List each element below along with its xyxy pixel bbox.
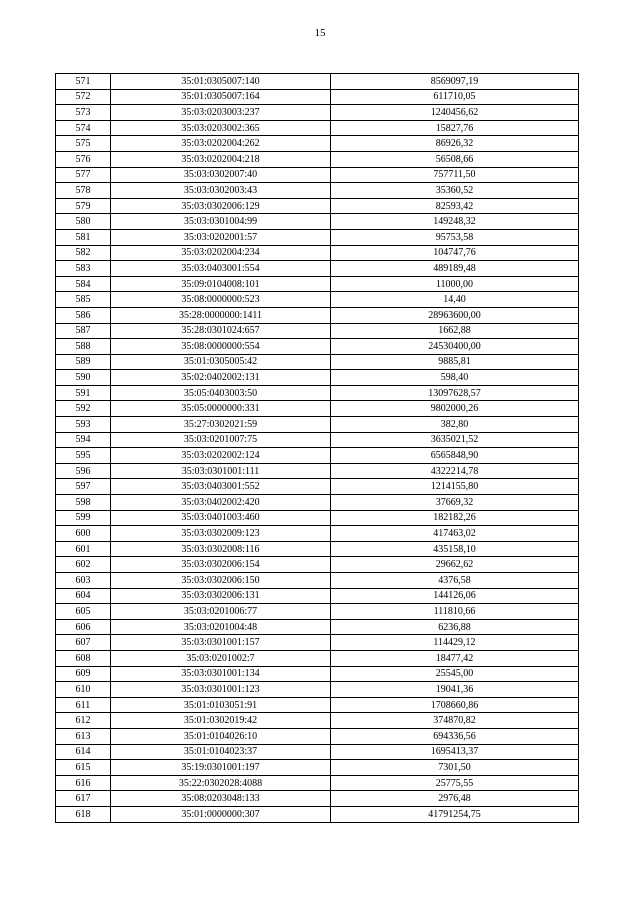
cadastral-number-cell: 35:03:0302006:131 — [111, 588, 331, 604]
cadastral-number-cell: 35:02:0402002:131 — [111, 370, 331, 386]
cadastral-value-cell: 149248,32 — [331, 214, 579, 230]
row-number-cell: 607 — [56, 635, 111, 651]
table-row — [56, 557, 579, 573]
page-number: 15 — [314, 27, 326, 39]
cadastral-value-cell: 8569097,19 — [331, 74, 579, 90]
table-row — [56, 760, 579, 776]
row-number-cell: 618 — [56, 806, 111, 822]
cadastral-value-cell: 144126,06 — [331, 588, 579, 604]
row-number-cell: 583 — [56, 261, 111, 277]
cadastral-number-cell: 35:03:0202004:262 — [111, 136, 331, 152]
table-row — [56, 448, 579, 464]
cadastral-value-cell: 29662,62 — [331, 557, 579, 573]
row-number-cell: 617 — [56, 791, 111, 807]
cadastral-value-cell: 435158,10 — [331, 541, 579, 557]
cadastral-value-cell: 6236,88 — [331, 619, 579, 635]
table-row — [56, 666, 579, 682]
row-number-cell: 598 — [56, 495, 111, 511]
cadastral-value-cell: 41791254,75 — [331, 806, 579, 822]
row-number-cell: 591 — [56, 385, 111, 401]
cadastral-value-cell: 611710,05 — [331, 89, 579, 105]
table-row — [56, 307, 579, 323]
cadastral-number-cell: 35:01:0305007:140 — [111, 74, 331, 90]
table-row — [56, 214, 579, 230]
cadastral-number-cell: 35:03:0403001:554 — [111, 261, 331, 277]
table-row — [56, 261, 579, 277]
cadastral-number-cell: 35:01:0305005:42 — [111, 354, 331, 370]
row-number-cell: 573 — [56, 105, 111, 121]
cadastral-value-cell: 82593,42 — [331, 198, 579, 214]
cadastral-number-cell: 35:03:0301001:111 — [111, 463, 331, 479]
cadastral-value-cell: 11000,00 — [331, 276, 579, 292]
row-number-cell: 603 — [56, 573, 111, 589]
table-row — [56, 183, 579, 199]
cadastral-value-cell: 114429,12 — [331, 635, 579, 651]
row-number-cell: 575 — [56, 136, 111, 152]
cadastral-value-cell: 7301,50 — [331, 760, 579, 776]
row-number-cell: 582 — [56, 245, 111, 261]
cadastral-value-cell: 1708660,86 — [331, 697, 579, 713]
row-number-cell: 606 — [56, 619, 111, 635]
cadastral-number-cell: 35:03:0401003:460 — [111, 510, 331, 526]
table-row — [56, 650, 579, 666]
cadastral-value-cell: 489189,48 — [331, 261, 579, 277]
table-row — [56, 136, 579, 152]
cadastral-value-cell: 694336,56 — [331, 728, 579, 744]
table-row — [56, 339, 579, 355]
row-number-cell: 599 — [56, 510, 111, 526]
cadastral-number-cell: 35:03:0302006:129 — [111, 198, 331, 214]
cadastral-number-cell: 35:03:0201002:7 — [111, 650, 331, 666]
cadastral-number-cell: 35:03:0402002:420 — [111, 495, 331, 511]
row-number-cell: 602 — [56, 557, 111, 573]
cadastral-value-cell: 14,40 — [331, 292, 579, 308]
cadastral-value-table — [55, 73, 579, 823]
table-row — [56, 573, 579, 589]
cadastral-number-cell: 35:03:0403001:552 — [111, 479, 331, 495]
row-number-cell: 592 — [56, 401, 111, 417]
table-row — [56, 105, 579, 121]
cadastral-value-cell: 1240456,62 — [331, 105, 579, 121]
cadastral-number-cell: 35:03:0302003:43 — [111, 183, 331, 199]
row-number-cell: 613 — [56, 728, 111, 744]
cadastral-value-cell: 28963600,00 — [331, 307, 579, 323]
row-number-cell: 615 — [56, 760, 111, 776]
cadastral-number-cell: 35:03:0301001:134 — [111, 666, 331, 682]
table-row — [56, 791, 579, 807]
cadastral-number-cell: 35:09:0104008:101 — [111, 276, 331, 292]
cadastral-number-cell: 35:03:0202004:218 — [111, 151, 331, 167]
row-number-cell: 594 — [56, 432, 111, 448]
row-number-cell: 585 — [56, 292, 111, 308]
table-row — [56, 744, 579, 760]
table-row — [56, 229, 579, 245]
table-row — [56, 323, 579, 339]
table-row — [56, 728, 579, 744]
row-number-cell: 571 — [56, 74, 111, 90]
table-row — [56, 401, 579, 417]
table-row — [56, 604, 579, 620]
table-row — [56, 713, 579, 729]
table-row — [56, 167, 579, 183]
cadastral-number-cell: 35:03:0301001:157 — [111, 635, 331, 651]
row-number-cell: 577 — [56, 167, 111, 183]
cadastral-value-cell: 56508,66 — [331, 151, 579, 167]
table-row — [56, 354, 579, 370]
cadastral-value-cell: 757711,50 — [331, 167, 579, 183]
cadastral-number-cell: 35:05:0000000:331 — [111, 401, 331, 417]
row-number-cell: 614 — [56, 744, 111, 760]
table-row — [56, 463, 579, 479]
cadastral-number-cell: 35:03:0201004:48 — [111, 619, 331, 635]
cadastral-number-cell: 35:03:0302009:123 — [111, 526, 331, 542]
row-number-cell: 595 — [56, 448, 111, 464]
row-number-cell: 596 — [56, 463, 111, 479]
cadastral-value-cell: 15827,76 — [331, 120, 579, 136]
row-number-cell: 590 — [56, 370, 111, 386]
row-number-cell: 586 — [56, 307, 111, 323]
cadastral-number-cell: 35:01:0104023:37 — [111, 744, 331, 760]
cadastral-number-cell: 35:03:0203003:237 — [111, 105, 331, 121]
row-number-cell: 610 — [56, 682, 111, 698]
cadastral-number-cell: 35:03:0203002:365 — [111, 120, 331, 136]
row-number-cell: 587 — [56, 323, 111, 339]
cadastral-number-cell: 35:01:0302019:42 — [111, 713, 331, 729]
cadastral-value-cell: 1662,88 — [331, 323, 579, 339]
cadastral-value-cell: 598,40 — [331, 370, 579, 386]
table-row — [56, 120, 579, 136]
cadastral-number-cell: 35:01:0104026:10 — [111, 728, 331, 744]
table-row — [56, 682, 579, 698]
cadastral-value-cell: 18477,42 — [331, 650, 579, 666]
table-row — [56, 635, 579, 651]
table-row — [56, 697, 579, 713]
row-number-cell: 581 — [56, 229, 111, 245]
row-number-cell: 593 — [56, 417, 111, 433]
cadastral-value-cell: 2976,48 — [331, 791, 579, 807]
cadastral-number-cell: 35:03:0302008:116 — [111, 541, 331, 557]
cadastral-number-cell: 35:03:0302007:40 — [111, 167, 331, 183]
cadastral-value-cell: 104747,76 — [331, 245, 579, 261]
cadastral-number-cell: 35:03:0301001:123 — [111, 682, 331, 698]
row-number-cell: 604 — [56, 588, 111, 604]
table-body — [56, 74, 579, 823]
cadastral-number-cell: 35:08:0000000:523 — [111, 292, 331, 308]
cadastral-value-cell: 95753,58 — [331, 229, 579, 245]
cadastral-value-cell: 25545,00 — [331, 666, 579, 682]
row-number-cell: 608 — [56, 650, 111, 666]
cadastral-number-cell: 35:03:0202001:57 — [111, 229, 331, 245]
cadastral-number-cell: 35:03:0302006:150 — [111, 573, 331, 589]
cadastral-number-cell: 35:27:0302021:59 — [111, 417, 331, 433]
cadastral-value-cell: 4376,58 — [331, 573, 579, 589]
table-row — [56, 510, 579, 526]
table-row — [56, 276, 579, 292]
row-number-cell: 612 — [56, 713, 111, 729]
cadastral-value-cell: 35360,52 — [331, 183, 579, 199]
table-row — [56, 385, 579, 401]
cadastral-number-cell: 35:05:0403003:50 — [111, 385, 331, 401]
cadastral-number-cell: 35:03:0302006:154 — [111, 557, 331, 573]
table-row — [56, 541, 579, 557]
row-number-cell: 588 — [56, 339, 111, 355]
cadastral-value-cell: 374870,82 — [331, 713, 579, 729]
table-row — [56, 526, 579, 542]
cadastral-number-cell: 35:03:0201007:75 — [111, 432, 331, 448]
cadastral-value-cell: 111810,66 — [331, 604, 579, 620]
table-row — [56, 245, 579, 261]
cadastral-number-cell: 35:01:0000000:307 — [111, 806, 331, 822]
row-number-cell: 574 — [56, 120, 111, 136]
cadastral-number-cell: 35:08:0203048:133 — [111, 791, 331, 807]
row-number-cell: 580 — [56, 214, 111, 230]
row-number-cell: 579 — [56, 198, 111, 214]
cadastral-value-cell: 1695413,37 — [331, 744, 579, 760]
cadastral-value-cell: 6565848,90 — [331, 448, 579, 464]
cadastral-value-cell: 382,80 — [331, 417, 579, 433]
table-row — [56, 89, 579, 105]
cadastral-value-cell: 417463,02 — [331, 526, 579, 542]
row-number-cell: 589 — [56, 354, 111, 370]
table-row — [56, 588, 579, 604]
cadastral-number-cell: 35:22:0302028:4088 — [111, 775, 331, 791]
table-row — [56, 432, 579, 448]
cadastral-number-cell: 35:28:0301024:657 — [111, 323, 331, 339]
cadastral-value-cell: 86926,32 — [331, 136, 579, 152]
row-number-cell: 578 — [56, 183, 111, 199]
table-row — [56, 619, 579, 635]
table-row — [56, 479, 579, 495]
table-row — [56, 495, 579, 511]
cadastral-value-cell: 37669,32 — [331, 495, 579, 511]
cadastral-value-cell: 9802000,26 — [331, 401, 579, 417]
cadastral-number-cell: 35:01:0103051:91 — [111, 697, 331, 713]
cadastral-value-cell: 13097628,57 — [331, 385, 579, 401]
table-row — [56, 775, 579, 791]
row-number-cell: 611 — [56, 697, 111, 713]
cadastral-value-cell: 3635021,52 — [331, 432, 579, 448]
cadastral-number-cell: 35:03:0301004:99 — [111, 214, 331, 230]
table-row — [56, 417, 579, 433]
cadastral-number-cell: 35:03:0202004:234 — [111, 245, 331, 261]
table-row — [56, 151, 579, 167]
table-row — [56, 292, 579, 308]
cadastral-value-cell: 25775,55 — [331, 775, 579, 791]
row-number-cell: 572 — [56, 89, 111, 105]
row-number-cell: 576 — [56, 151, 111, 167]
cadastral-value-cell: 1214155,80 — [331, 479, 579, 495]
cadastral-value-cell: 182182,26 — [331, 510, 579, 526]
cadastral-number-cell: 35:08:0000000:554 — [111, 339, 331, 355]
table-row — [56, 370, 579, 386]
cadastral-value-cell: 24530400,00 — [331, 339, 579, 355]
row-number-cell: 605 — [56, 604, 111, 620]
table-row — [56, 806, 579, 822]
row-number-cell: 600 — [56, 526, 111, 542]
row-number-cell: 584 — [56, 276, 111, 292]
cadastral-number-cell: 35:28:0000000:1411 — [111, 307, 331, 323]
cadastral-number-cell: 35:19:0301001:197 — [111, 760, 331, 776]
row-number-cell: 609 — [56, 666, 111, 682]
row-number-cell: 597 — [56, 479, 111, 495]
row-number-cell: 616 — [56, 775, 111, 791]
row-number-cell: 601 — [56, 541, 111, 557]
table-row — [56, 198, 579, 214]
cadastral-value-cell: 4322214,78 — [331, 463, 579, 479]
cadastral-number-cell: 35:03:0202002:124 — [111, 448, 331, 464]
cadastral-number-cell: 35:03:0201006:77 — [111, 604, 331, 620]
cadastral-value-cell: 19041,36 — [331, 682, 579, 698]
cadastral-number-cell: 35:01:0305007:164 — [111, 89, 331, 105]
table-row — [56, 74, 579, 90]
cadastral-value-cell: 9885,81 — [331, 354, 579, 370]
